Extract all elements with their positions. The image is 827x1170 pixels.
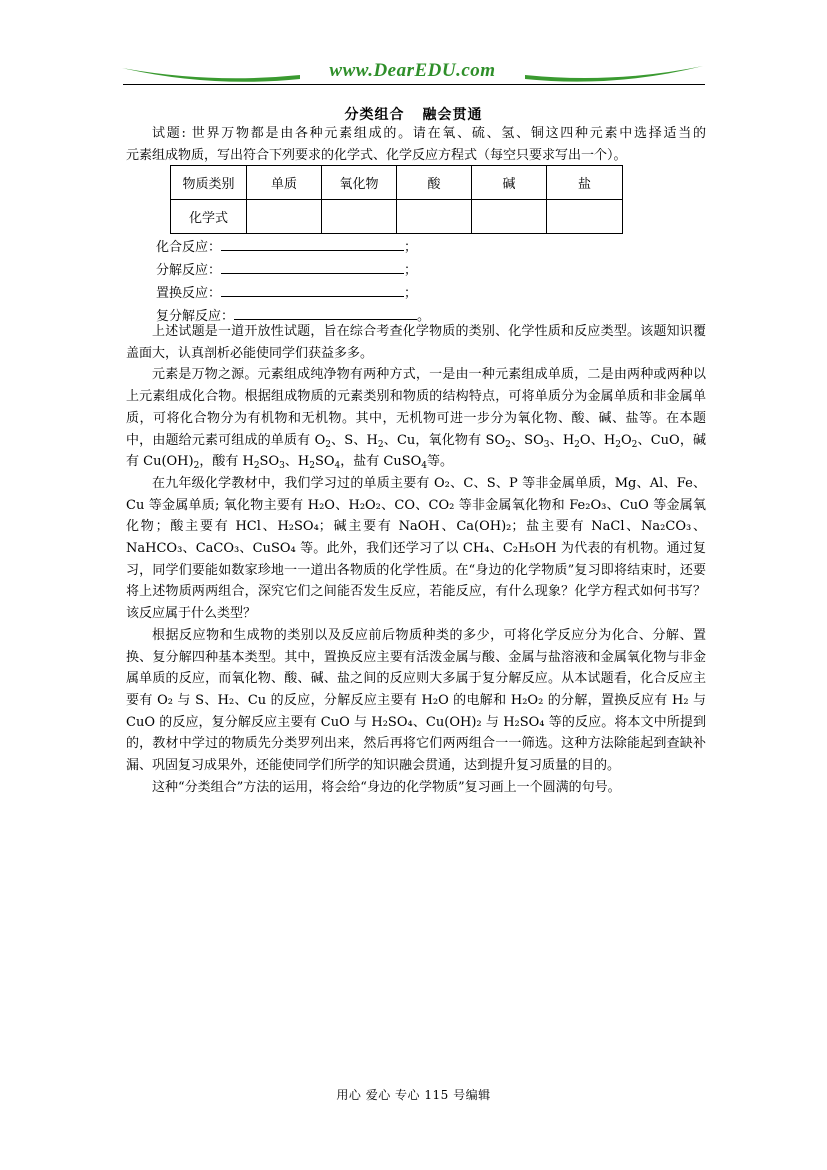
header-divider (123, 84, 705, 85)
reaction-end-mark: ； (404, 240, 418, 255)
table-header-cell: 盐 (547, 166, 623, 200)
paragraph-4: 根据反应物和生成物的类别以及反应前后物质种类的多少，可将化学反应分为化合、分解、置换、复分解四种基本类型。其中，置换反应主要有活泼金属与酸、金属与盐溶液和金属氧化物与非金属单质的反应，而氧化物、酸、碱、盐之间的反应则大多属于复分解反应。从本试题看，化合反应主要有 O₂ 与 S、H₂、Cu 的反应，分解反应主要有 H₂O 的电解和 H₂O₂ 的分解，置换反应有 H₂ 与 CuO 的反应，复分解反应主要有 CuO 与 H₂SO₄、Cu(OH)₂ 与 H₂SO₄ 等的反应。将本文中所提到的，教材中学过的物质先分类罗列出来，然后再将它们两两组合一一筛选。这种方法除能起到查缺补漏、巩固复习成果外，还能使同学们所学的知识融会贯通，达到提升复习质量的目的。 (126, 627, 706, 774)
table-cell[interactable] (247, 200, 322, 234)
paragraph-5: 这种“分类组合”方法的运用，将会给“身边的化学物质”复习画上一个圆满的句号。 (152, 779, 621, 795)
article-body (126, 321, 706, 798)
reaction-label: 化合反应： (156, 240, 222, 255)
reaction-blanks (156, 236, 430, 328)
paragraph-3: 在九年级化学教材中，我们学习过的单质主要有 O₂、C、S、P 等非金属单质，Mg、Al、Fe、Cu 等金属单质; 氧化物主要有 H₂O、H₂O₂、CO、CO₂ 等非金属氧化物和 Fe₂O₃、CuO 等金属氧化物；酸主要有 HCl、H₂SO₄；碱主要有 NaOH、Ca(OH)₂；盐主要有 NaCl、Na₂CO₃、NaHCO₃、CaCO₃、CuSO₄ 等。此外，我们还学习了以 CH₄、C₂H₅OH 为代表的有机物。通过复习，同学们要能如数家珍地一一道出各物质的化学性质。在“身边的化学物质”复习即将结束时，还要将上述物质两两组合，深究它们之间能否发生反应，若能反应，有什么现象？化学方程式如何书写？该反应属于什么类型？ (126, 475, 706, 622)
reaction-line-displacement (156, 282, 430, 305)
table-header-cell: 物质类别 (171, 166, 247, 200)
table-cell[interactable] (322, 200, 397, 234)
table-cell[interactable] (472, 200, 547, 234)
reaction-label: 置换反应： (156, 286, 222, 301)
answer-blank[interactable] (234, 305, 417, 320)
reaction-end-mark: ； (404, 286, 418, 301)
table-cell[interactable] (397, 200, 472, 234)
paragraph-2: 元素是万物之源。元素组成纯净物有两种方式，一是由一种元素组成单质，二是由两种或两种以上元素组成化合物。根据组成物质的元素类别和物质的结构特点，可将单质分为金属单质和非金属单质，可将化合物分为有机物和无机物。其中，无机物可进一步分为氧化物、酸、碱、盐等。在本题中，由题给元素可组成的单质有 $O_2$、S、$H_2$、Cu，氧化物有 $SO_2$、$SO_3$、$H_2O$、$H_2O_2$、CuO，碱有 $Cu(OH)_2$，酸有 $H_2SO_3$、$H_2SO_4$，盐有 CuSO$_4$等。 (126, 367, 707, 472)
table-row (171, 200, 623, 234)
answer-blank[interactable] (221, 236, 404, 251)
question-line-1: 试题: 世界万物都是由各种元素组成的。请在氧、硫、氢、铜这四种元素中选择适当的 (152, 126, 706, 141)
table-cell[interactable] (547, 200, 623, 234)
reaction-end-mark: ； (404, 263, 418, 278)
answer-blank[interactable] (221, 259, 404, 274)
reaction-line-decomposition (156, 259, 430, 282)
page-title (0, 104, 827, 124)
reaction-label: 分解反应： (156, 263, 222, 278)
table-header-cell: 单质 (247, 166, 322, 200)
reaction-label: 复分解反应： (156, 309, 235, 324)
page-footer: 用心 爱心 专心 115 号编辑 (336, 1088, 491, 1102)
table-header-cell: 碱 (472, 166, 547, 200)
table-header-cell: 氧化物 (322, 166, 397, 200)
reaction-end-mark: 。 (417, 309, 431, 324)
site-logo-text: www.DearEDU.com (329, 60, 496, 81)
title-part-1: 分类组合 (344, 107, 405, 123)
title-part-2: 融会贯通 (422, 107, 483, 123)
question-line-2: 元素组成物质，写出符合下列要求的化学式、化学反应方程式（每空只要求写出一个）。 (126, 147, 627, 163)
reaction-line-combination (156, 236, 430, 259)
question-text (126, 123, 706, 166)
classification-table (170, 165, 623, 234)
table-row-label: 化学式 (171, 200, 247, 234)
answer-blank[interactable] (221, 282, 404, 297)
paragraph-1: 上述试题是一道开放性试题，旨在综合考查化学物质的类别、化学性质和反应类型。该题知识覆盖面大，认真剖析必能使同学们获益多多。 (126, 324, 706, 361)
table-header-row (171, 166, 623, 200)
table-header-cell: 酸 (397, 166, 472, 200)
